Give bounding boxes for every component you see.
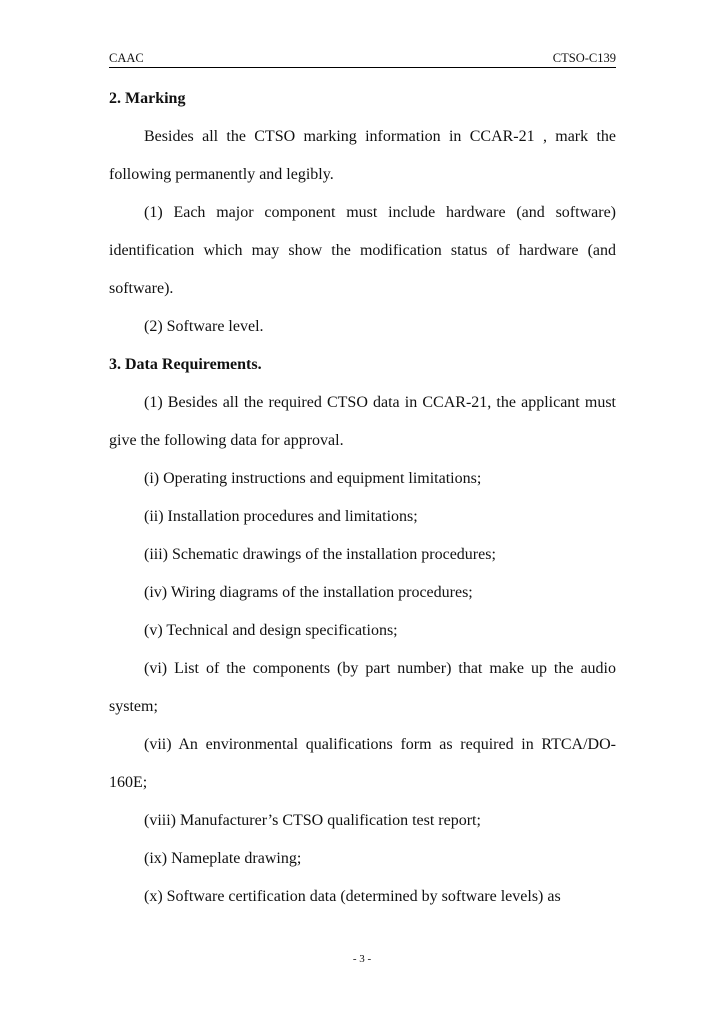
- list-item: (vi) List of the components (by part number) that make up the audio system;: [109, 660, 616, 715]
- header-left: CAAC: [109, 51, 144, 65]
- section-heading-marking: 2. Marking: [109, 90, 186, 107]
- document-body: [109, 80, 616, 916]
- list-item: (ii) Installation procedures and limitations;: [144, 508, 418, 525]
- paragraph: (1) Each major component must include hardware (and software) identification which may show the modification status of hardware (and software).: [109, 204, 616, 297]
- paragraph: Besides all the CTSO marking information in CCAR-21 , mark the following permanently and legibly.: [109, 128, 616, 183]
- list-item: (viii) Manufacturer’s CTSO qualification test report;: [144, 812, 481, 829]
- list-item: (x) Software certification data (determined by software levels) as: [144, 888, 561, 905]
- list-item: (vii) An environmental qualifications form as required in RTCA/DO-160E;: [109, 736, 616, 791]
- page-number: - 3 -: [352, 953, 372, 965]
- list-item: (v) Technical and design specifications;: [144, 622, 398, 639]
- paragraph: (2) Software level.: [144, 318, 264, 335]
- header-right: CTSO-C139: [552, 51, 616, 65]
- list-item: (iv) Wiring diagrams of the installation procedures;: [144, 584, 473, 601]
- list-item: (i) Operating instructions and equipment limitations;: [144, 470, 482, 487]
- list-item: (iii) Schematic drawings of the installation procedures;: [144, 546, 496, 563]
- list-item: (ix) Nameplate drawing;: [144, 850, 302, 867]
- section-heading-data-requirements: 3. Data Requirements.: [109, 356, 262, 373]
- paragraph: (1) Besides all the required CTSO data in CCAR-21, the applicant must give the following data for approval.: [109, 394, 616, 449]
- header-rule: [109, 67, 616, 68]
